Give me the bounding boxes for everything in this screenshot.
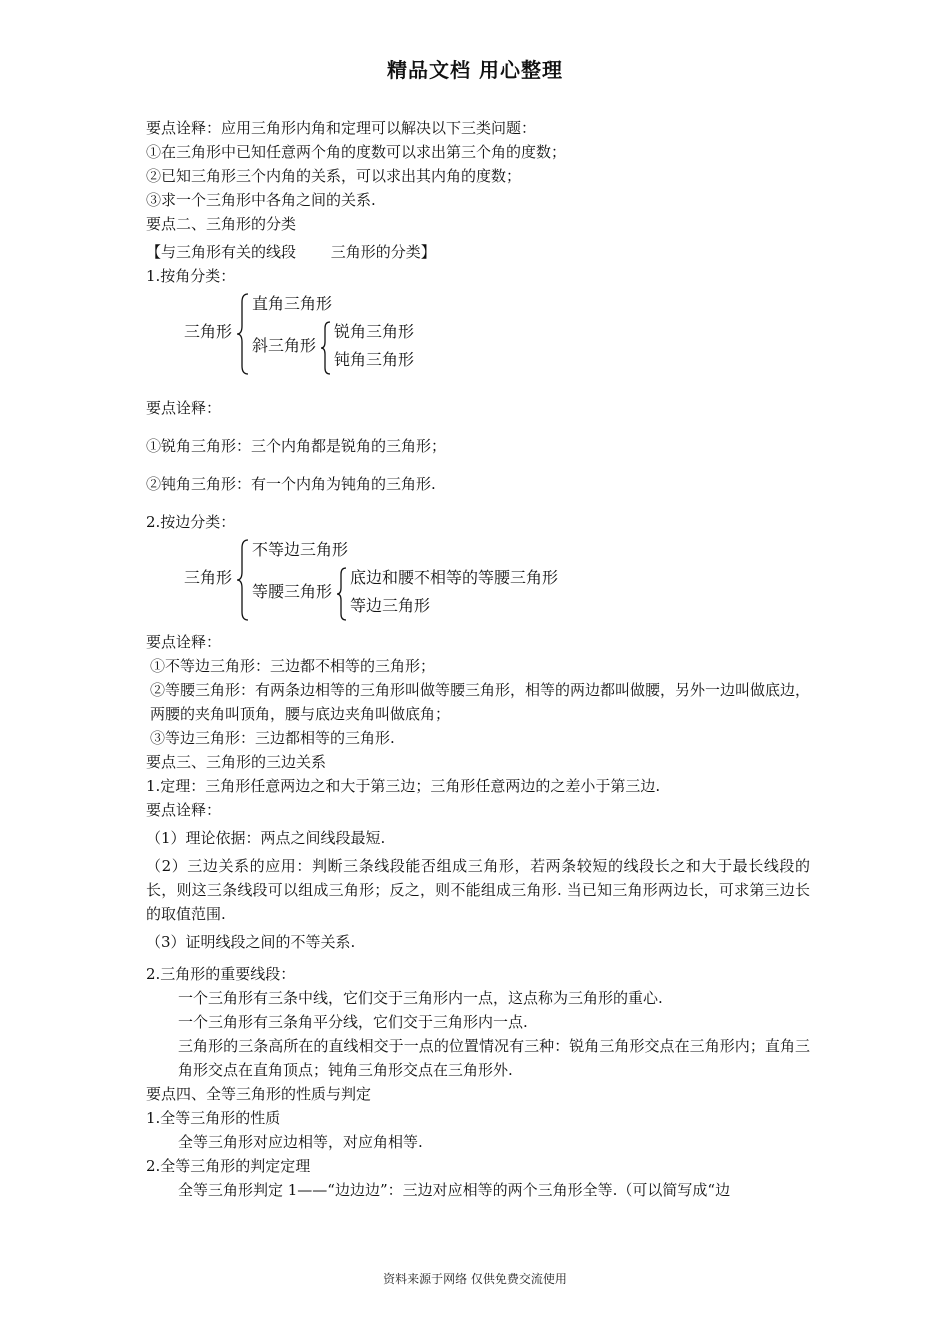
section4-heading: 要点四、全等三角形的性质与判定 — [146, 1085, 372, 1103]
angle-note: ①锐角三角形：三个内角都是锐角的三角形； — [146, 437, 447, 455]
section3-theorem: 1.定理：三角形任意两边之和大于第三边；三角形任意两边的之差小于第三边. — [146, 777, 661, 795]
section2-bracket-title: 【与三角形有关的线段 三角形的分类】 — [146, 243, 436, 261]
tree-root: 三角形 — [184, 568, 233, 587]
tree-branch: 不等边三角形 — [252, 540, 349, 559]
side-classification-tree — [184, 538, 810, 622]
property-text: 全等三角形对应边相等，对应角相等. — [178, 1133, 423, 1151]
criteria-title: 2.全等三角形的判定定理 — [146, 1157, 311, 1175]
tree-leaf: 底边和腰不相等的等腰三角形 — [350, 568, 559, 587]
side-note: ②等腰三角形：有两条边相等的三角形叫做等腰三角形，相等的两边都叫做腰，另外一边叫做底边，两腰的夹角叫顶角，腰与底边夹角叫做底角； — [150, 681, 811, 723]
criteria-text: 全等三角形判定 1——“边边边”：三边对应相等的两个三角形全等.（可以简写成“边 — [178, 1181, 731, 1199]
tree-branch: 斜三角形 — [252, 336, 317, 355]
left-brace-icon — [320, 320, 332, 376]
important-line: 一个三角形有三条中线，它们交于三角形内一点，这点称为三角形的重心. — [178, 989, 663, 1007]
section3-heading: 要点三、三角形的三边关系 — [146, 753, 327, 771]
tree-leaf: 等边三角形 — [350, 596, 431, 615]
side-note: ①不等边三角形：三边都不相等的三角形； — [150, 657, 436, 675]
tree-branch: 直角三角形 — [252, 294, 333, 313]
by-side-title: 2.按边分类： — [146, 513, 236, 531]
angle-classification-tree — [184, 292, 810, 376]
section3-note: （1）理论依据：两点之间线段最短. — [146, 829, 386, 847]
section3-note-title: 要点诠释： — [146, 801, 222, 819]
side-note: ③等边三角形：三边都相等的三角形. — [150, 729, 395, 747]
left-brace-icon — [236, 538, 250, 622]
by-angle-title: 1.按角分类： — [146, 267, 236, 285]
section1-item: ①在三角形中已知任意两个角的度数可以求出第三个角的度数； — [146, 143, 567, 161]
important-line: 三角形的三条高所在的直线相交于一点的位置情况有三种：锐角三角形交点在三角形内；直角三角形交点在直角顶点；钝角三角形交点在三角形外. — [178, 1037, 810, 1079]
section2-heading: 要点二、三角形的分类 — [146, 215, 297, 233]
angle-note-title: 要点诠释： — [146, 399, 222, 417]
section3-note: （2）三边关系的应用：判断三条线段能否组成三角形，若两条较短的线段长之和大于最长线段的长，则这三条线段可以组成三角形；反之，则不能组成三角形. 当已知三角形两边长，可求第三边长的取值范围. — [146, 857, 810, 923]
important-lines-title: 2.三角形的重要线段： — [146, 965, 296, 983]
tree-leaf: 锐角三角形 — [334, 322, 415, 341]
property-title: 1.全等三角形的性质 — [146, 1109, 281, 1127]
angle-note: ②钝角三角形：有一个内角为钝角的三角形. — [146, 475, 436, 493]
document-body — [146, 116, 810, 1202]
tree-branch: 等腰三角形 — [252, 582, 333, 601]
section1-note-title: 要点诠释：应用三角形内角和定理可以解决以下三类问题： — [146, 119, 537, 137]
section1-item: ③求一个三角形中各角之间的关系. — [146, 191, 376, 209]
important-line: 一个三角形有三条角平分线，它们交于三角形内一点. — [178, 1013, 528, 1031]
left-brace-icon — [336, 566, 348, 622]
section3-note: （3）证明线段之间的不等关系. — [146, 933, 356, 951]
page-footer: 资料来源于网络 仅供免费交流使用 — [383, 1272, 567, 1286]
side-note-title: 要点诠释： — [146, 633, 222, 651]
tree-root: 三角形 — [184, 322, 233, 341]
section1-item: ②已知三角形三个内角的关系，可以求出其内角的度数； — [146, 167, 522, 185]
page-header: 精品文档 用心整理 — [387, 58, 563, 82]
tree-leaf: 钝角三角形 — [334, 350, 415, 369]
left-brace-icon — [236, 292, 250, 376]
